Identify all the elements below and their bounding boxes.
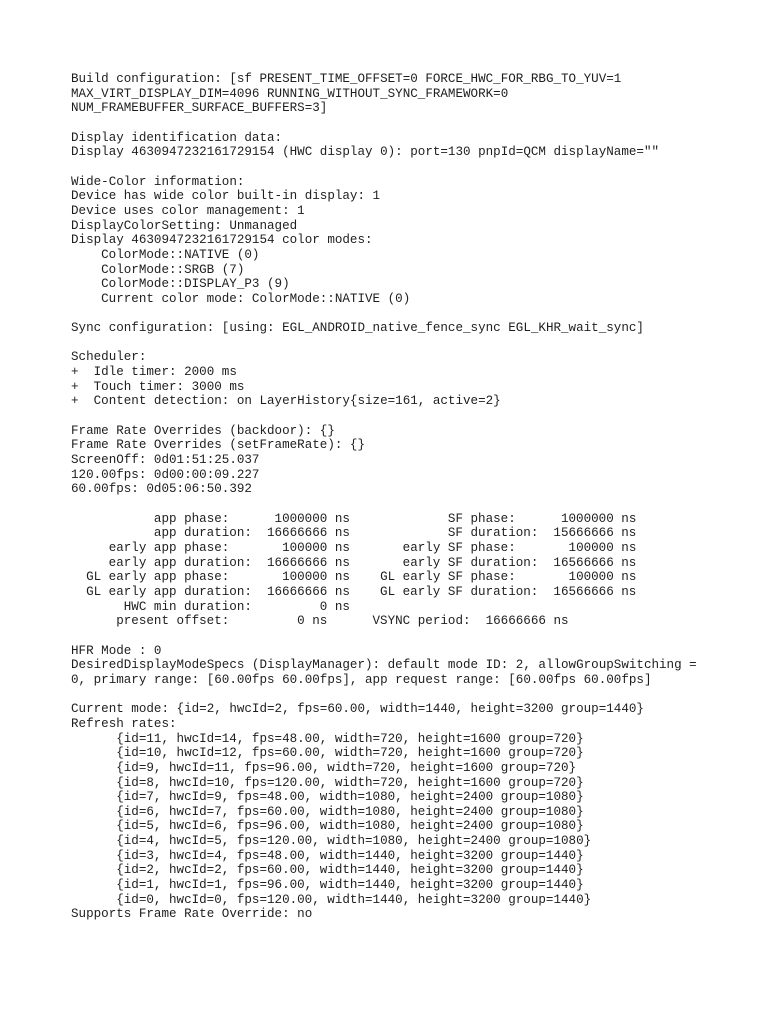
vsync-label: SF duration: [447, 526, 539, 541]
vsync-table-row [71, 614, 697, 629]
blank-line [71, 409, 697, 424]
vsync-table-row [71, 585, 697, 600]
vsync-app-cell [71, 541, 350, 556]
vsync-unit: ns [621, 541, 637, 555]
vsync-label: early app duration: [108, 555, 252, 570]
vsync-app-cell [71, 570, 350, 585]
refresh-rate-item: {id=9, hwcId=11, fps=96.00, width=720, height=1600 group=720} [116, 760, 577, 775]
blank-line [71, 116, 697, 131]
vsync-app-cell [71, 512, 350, 527]
vsync-sf-cell [350, 585, 636, 600]
build-config-line: NUM_FRAMEBUFFER_SURFACE_BUFFERS=3] [71, 101, 328, 116]
vsync-value: 0 [319, 599, 328, 614]
color-mode-item: ColorMode::DISPLAY_P3 (9) [101, 277, 290, 292]
vsync-unit: ns [334, 511, 350, 526]
vsync-table-row [71, 512, 697, 527]
vsync-table-row [71, 526, 697, 541]
refresh-rate-item: {id=5, hwcId=6, fps=96.00, width=1080, height=2400 group=1080} [116, 819, 584, 834]
refresh-rate-item: {id=11, hwcId=14, fps=48.00, width=720, height=1600 group=720} [116, 731, 584, 746]
vsync-unit: ns [312, 614, 328, 629]
vsync-sf-cell [350, 556, 636, 571]
vsync-unit: ns [334, 584, 350, 599]
vsync-label: app phase: [153, 511, 230, 526]
vsync-unit: ns [334, 570, 350, 585]
vsync-value: 100000 [568, 570, 614, 585]
wide-color-line: Display 4630947232161729154 color modes: [71, 233, 373, 248]
wide-color-line: DisplayColorSetting: Unmanaged [71, 218, 298, 233]
blank-line [71, 307, 697, 322]
display-id-line: Display 4630947232161729154 (HWC display 0): port=130 pnpId=QCM displayName="" [71, 145, 660, 160]
vsync-unit: ns [334, 526, 350, 541]
scheduler-item: + Content detection: on LayerHistory{size=161, active=2} [71, 394, 501, 409]
frame-rate-line: 60.00fps: 0d05:06:50.392 [71, 482, 252, 497]
refresh-rate-item: {id=4, hwcId=5, fps=120.00, width=1080, height=2400 group=1080} [116, 834, 592, 849]
vsync-label: early SF duration: [402, 555, 539, 570]
color-mode-item: ColorMode::SRGB (7) [101, 262, 245, 277]
vsync-unit: ns [621, 584, 637, 599]
vsync-sf-cell [350, 526, 636, 541]
wide-color-heading: Wide-Color information: [71, 174, 245, 189]
vsync-value: 15666666 [553, 526, 614, 541]
vsync-value: 16666666 [266, 555, 328, 570]
refresh-rate-item: {id=7, hwcId=9, fps=48.00, width=1080, height=2400 group=1080} [116, 790, 584, 805]
build-config-line: Build configuration: [sf PRESENT_TIME_OFFSET=0 FORCE_HWC_FOR_RBG_TO_YUV=1 [71, 72, 622, 86]
vsync-label: GL early app duration: [86, 584, 252, 599]
frame-rate-line: Frame Rate Overrides (setFrameRate): {} [71, 438, 366, 453]
vsync-label: HWC min duration: [123, 599, 252, 614]
vsync-label: GL early SF phase: [380, 570, 516, 585]
vsync-value: 16666666 [266, 526, 328, 541]
vsync-sf-cell [350, 512, 636, 527]
current-mode-line: Current mode: {id=2, hwcId=2, fps=60.00, width=1440, height=3200 group=1440} [71, 702, 644, 717]
vsync-value: 16566666 [553, 584, 614, 599]
vsync-unit: ns [334, 555, 350, 570]
vsync-sf-cell [350, 541, 636, 556]
vsync-value: 0 [297, 614, 305, 629]
vsync-unit: ns [621, 526, 637, 541]
blank-line [71, 497, 697, 512]
vsync-value: 16566666 [553, 555, 614, 570]
refresh-rate-item: {id=3, hwcId=4, fps=48.00, width=1440, height=3200 group=1440} [116, 848, 584, 863]
wide-color-line: Device has wide color built-in display: 1 [71, 189, 381, 204]
vsync-value: 16666666 [485, 614, 546, 629]
surfaceflinger-dump-document [71, 72, 697, 922]
vsync-unit: ns [553, 614, 569, 629]
scheduler-heading: Scheduler: [71, 350, 147, 365]
vsync-label: early app phase: [108, 541, 230, 555]
vsync-app-cell [71, 585, 350, 600]
vsync-unit: ns [621, 555, 637, 570]
blank-line [71, 629, 697, 644]
color-mode-item: ColorMode::NATIVE (0) [101, 247, 260, 262]
vsync-hwc-cell [71, 600, 350, 615]
desired-display-mode-specs-line: DesiredDisplayModeSpecs (DisplayManager): default mode ID: 2, allowGroupSwitching = [71, 658, 697, 673]
refresh-rate-item: {id=10, hwcId=12, fps=60.00, width=720, height=1600 group=720} [116, 746, 584, 761]
build-config-line: MAX_VIRT_DISPLAY_DIM=4096 RUNNING_WITHOUT_SYNC_FRAMEWORK=0 [71, 86, 509, 101]
refresh-rate-item: {id=1, hwcId=1, fps=96.00, width=1440, height=3200 group=1440} [116, 878, 584, 893]
vsync-value: 100000 [568, 541, 614, 555]
current-color-mode: Current color mode: ColorMode::NATIVE (0) [101, 291, 411, 306]
vsync-table-row [71, 600, 697, 615]
refresh-rate-item: {id=0, hwcId=0, fps=120.00, width=1440, height=3200 group=1440} [116, 892, 592, 907]
display-id-heading: Display identification data: [71, 130, 283, 145]
blank-line [71, 160, 697, 175]
vsync-unit: ns [621, 511, 637, 526]
vsync-table-row [71, 570, 697, 585]
vsync-value: 100000 [282, 570, 328, 585]
sync-configuration-line: Sync configuration: [using: EGL_ANDROID_native_fence_sync EGL_KHR_wait_sync] [71, 321, 644, 336]
refresh-rate-item: {id=6, hwcId=7, fps=60.00, width=1080, height=2400 group=1080} [116, 804, 584, 819]
vsync-period-cell [327, 614, 568, 629]
vsync-label: GL early SF duration: [380, 584, 539, 599]
frame-rate-line: ScreenOff: 0d01:51:25.037 [71, 453, 260, 468]
vsync-unit: ns [334, 541, 350, 555]
vsync-unit: ns [621, 570, 637, 585]
vsync-label: app duration: [153, 526, 252, 541]
vsync-value: 100000 [282, 541, 328, 555]
vsync-table-row [71, 556, 697, 571]
vsync-table-row [71, 541, 697, 556]
vsync-label: GL early app phase: [86, 570, 230, 585]
vsync-present-offset-cell [71, 614, 327, 629]
scheduler-item: + Touch timer: 3000 ms [71, 379, 245, 394]
vsync-value: 16666666 [266, 584, 328, 599]
blank-line [71, 336, 697, 351]
vsync-label: early SF phase: [402, 541, 516, 555]
refresh-rate-item: {id=8, hwcId=10, fps=120.00, width=720, height=1600 group=720} [116, 775, 584, 790]
hfr-mode-line: HFR Mode : 0 [71, 643, 162, 658]
wide-color-line: Device uses color management: 1 [71, 203, 305, 218]
vsync-label: SF phase: [447, 511, 516, 526]
vsync-value: 1000000 [274, 511, 328, 526]
scheduler-item: + Idle timer: 2000 ms [71, 365, 237, 380]
vsync-app-cell [71, 526, 350, 541]
frame-rate-line: Frame Rate Overrides (backdoor): {} [71, 423, 335, 438]
desired-display-mode-specs-line: 0, primary range: [60.00fps 60.00fps], app request range: [60.00fps 60.00fps] [71, 672, 652, 687]
blank-line [71, 688, 697, 703]
vsync-label: present offset: [116, 614, 230, 629]
frame-rate-override-support-line: Supports Frame Rate Override: no [71, 907, 313, 922]
vsync-sf-cell [350, 570, 636, 585]
vsync-label: VSYNC period: [372, 614, 471, 629]
frame-rate-line: 120.00fps: 0d00:00:09.227 [71, 467, 260, 482]
vsync-app-cell [71, 556, 350, 571]
refresh-rates-heading: Refresh rates: [71, 716, 177, 731]
vsync-unit: ns [334, 599, 350, 614]
refresh-rate-item: {id=2, hwcId=2, fps=60.00, width=1440, height=3200 group=1440} [116, 863, 584, 878]
vsync-value: 1000000 [560, 511, 614, 526]
